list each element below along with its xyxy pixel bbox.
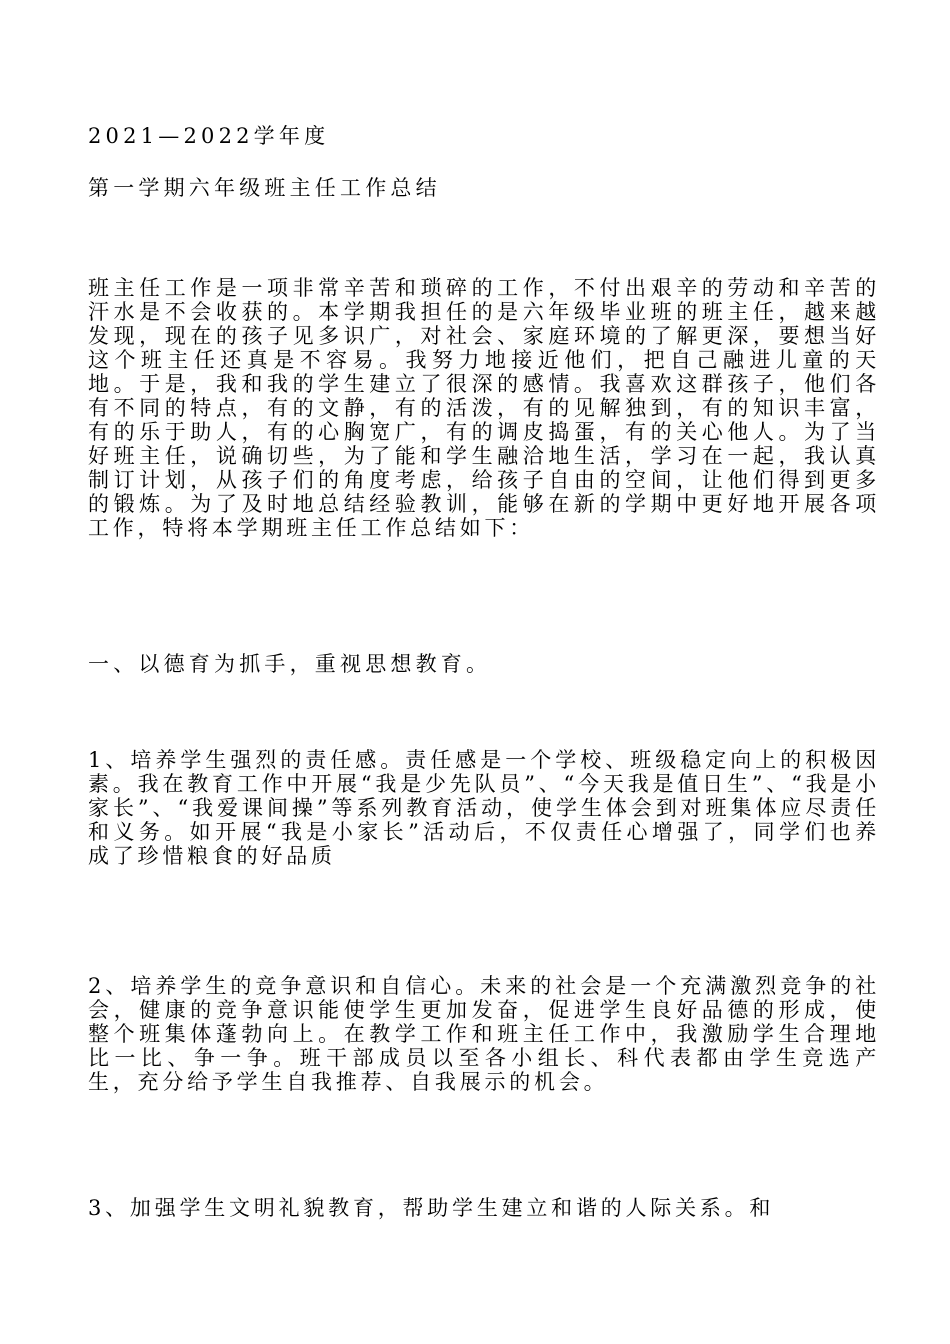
item-etiquette: 3、加强学生文明礼貌教育，帮助学生建立和谐的人际关系。和 xyxy=(88,1196,775,1220)
document-year: 2021—2022学年度 xyxy=(88,124,330,148)
document-title: 第一学期六年级班主任工作总结 xyxy=(88,176,441,200)
section-heading-moral-education: 一、以德育为抓手，重视思想教育。 xyxy=(88,652,492,676)
item-competition: 2、培养学生的竞争意识和自信心。未来的社会是一个充满激烈竞争的社会，健康的竞争意识能使学生更加发奋，促进学生良好品德的形成，使整个班集体蓬勃向上。在教学工作和班主任工作中，我激励学生合理地比一比、争一争。班干部成员以至各小组长、科代表都由学生竞选产生，充分给予学生自我推荐、自我展示的机会。 xyxy=(88,974,880,1094)
item-responsibility: 1、培养学生强烈的责任感。责任感是一个学校、班级稳定向上的积极因素。我在教育工作中开展“我是少先队员”、“今天我是值日生”、“我是小家长”、“我爱课间操”等系列教育活动，使学生体会到对班集体应尽责任和义务。如开展“我是小家长”活动后，不仅责任心增强了，同学们也养成了珍惜粮食的好品质 xyxy=(88,748,880,868)
intro-paragraph: 班主任工作是一项非常辛苦和琐碎的工作，不付出艰辛的劳动和辛苦的汗水是不会收获的。本学期我担任的是六年级毕业班的班主任，越来越发现，现在的孩子见多识广，对社会、家庭环境的了解更深，要想当好这个班主任还真是不容易。我努力地接近他们，把自己融进儿童的天地。于是，我和我的学生建立了很深的感情。我喜欢这群孩子，他们各有不同的特点，有的文静，有的活泼，有的见解独到，有的知识丰富，有的乐于助人，有的心胸宽广，有的调皮捣蛋，有的关心他人。为了当好班主任，说确切些，为了能和学生融洽地生活，学习在一起，我认真制订计划，从孩子们的角度考虑，给孩子自由的空间，让他们得到更多的锻炼。为了及时地总结经验教训，能够在新的学期中更好地开展各项工作，特将本学期班主任工作总结如下： xyxy=(88,276,880,540)
